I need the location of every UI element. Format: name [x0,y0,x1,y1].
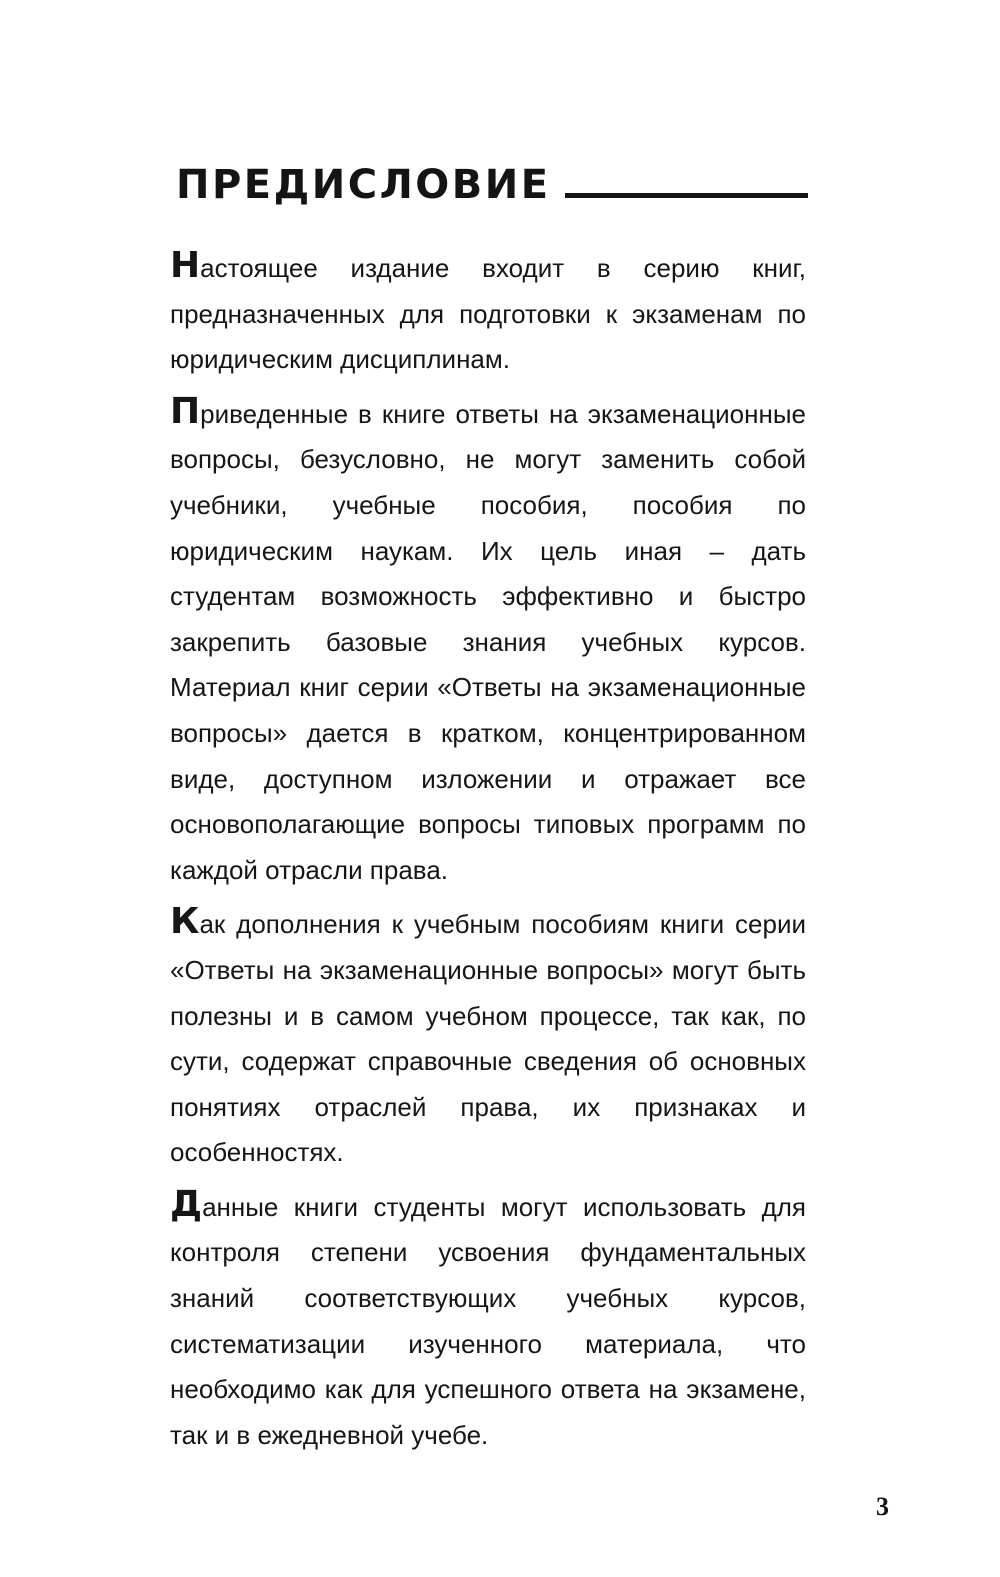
paragraph-text: ак дополнения к учебным пособиям книги серии «Ответы на экзаменационные вопросы» могут быть полезны и в самом учебном процессе, так как, по сути, содержат справочные сведения об основных понятиях отраслей права, их признаках и особенностях. [170,909,806,1168]
paragraph-4 [170,1185,806,1459]
paragraph-initial-letter: К [170,901,200,943]
paragraph-3 [170,902,806,1176]
page-number: 3 [876,1492,889,1521]
paragraph-1 [170,246,806,383]
paragraph-text: астоящее издание входит в серию книг, предназначенных для подготовки к экзаменам по юридическим дисциплинам. [170,253,806,375]
paragraph-text: анные книги студенты могут использовать для контроля степени усвоения фундаментальных знаний соответствующих учебных курсов, систематизации изученного материала, что необходимо как для успешного ответа на экзамене, так и в ежедневной учебе. [170,1191,806,1450]
heading-underline-rule [565,193,808,198]
paragraph-initial-letter: Н [170,245,201,286]
paragraph-initial-letter: Д [170,1183,203,1225]
paragraph-text: риведенные в книге ответы на экзаменационные вопросы, безусловно, не могут заменить собой учебники, учебные пособия, пособия по юридическим наукам. Их цель иная – дать студентам возможность эффективно и быстро закрепить базовые знания учебных курсов. Материал книг серии «Ответы на экзаменационные вопросы» дается в кратком, концентрированном виде, доступном изложении и отражает все основополагающие вопросы типовых программ по каждой отрасли права. [170,398,806,885]
paragraph-2 [170,392,806,894]
preface-body [170,246,806,1467]
paragraph-initial-letter: П [170,390,201,432]
chapter-heading [176,150,808,220]
chapter-title: ПРЕДИСЛОВИЕ [176,162,551,208]
